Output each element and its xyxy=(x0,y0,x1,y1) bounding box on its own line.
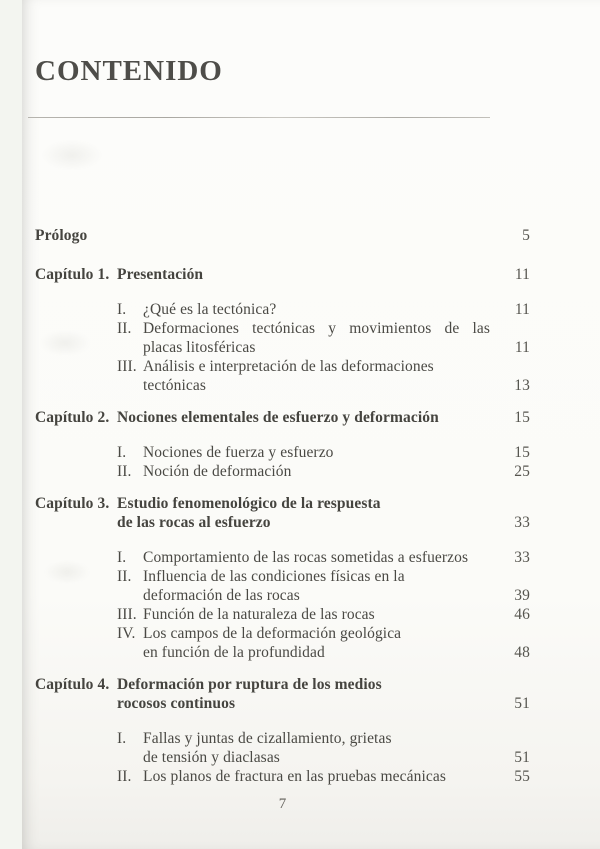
section-numeral: I. xyxy=(117,549,127,566)
toc-section-row xyxy=(35,767,530,786)
page-title: CONTENIDO xyxy=(35,55,223,87)
section-text xyxy=(143,462,490,481)
section-text xyxy=(143,567,490,605)
section-body xyxy=(117,567,490,605)
section-text xyxy=(143,548,490,567)
folio-page-number: 7 xyxy=(278,796,287,812)
toc-section-row xyxy=(35,443,530,462)
section-text-line: deformación de las rocas xyxy=(143,587,300,604)
title-divider-rule xyxy=(28,117,490,118)
toc-section-row xyxy=(35,729,530,767)
section-indent xyxy=(35,462,117,481)
bleedthrough-smudge xyxy=(42,140,102,170)
section-numeral: I. xyxy=(117,444,127,461)
section-text xyxy=(143,357,490,395)
toc-prologue-row xyxy=(35,226,530,245)
chapter-title xyxy=(117,265,490,284)
chapter-page-number: 51 xyxy=(514,695,530,712)
section-text-line: Análisis e interpretación de las deformaciones xyxy=(143,358,434,375)
toc-section-row xyxy=(35,357,530,395)
toc-section-row xyxy=(35,605,530,624)
section-indent xyxy=(35,300,117,319)
section-body xyxy=(117,462,490,481)
section-body xyxy=(117,300,490,319)
section-text-line: ¿Qué es la tectónica? xyxy=(143,301,277,318)
section-numeral: III. xyxy=(117,606,137,623)
section-page-number: 46 xyxy=(514,606,530,623)
section-text-line: de tensión y diaclasas xyxy=(143,749,280,766)
section-indent xyxy=(35,357,117,395)
section-text-line: tectónicas xyxy=(143,377,206,394)
section-page-number: 15 xyxy=(514,444,530,461)
chapter-title-line: Estudio fenomenológico de la respuesta xyxy=(117,495,381,512)
section-text xyxy=(143,729,490,767)
section-numeral: II. xyxy=(117,568,132,585)
section-numeral: II. xyxy=(117,463,132,480)
section-page-number: 11 xyxy=(514,339,530,356)
section-text-line: Influencia de las condiciones físicas en la xyxy=(143,568,405,585)
chapter-label: Capítulo 2. xyxy=(35,409,110,426)
section-text-line: Función de la naturaleza de las rocas xyxy=(143,606,375,623)
section-numeral: IV. xyxy=(117,625,136,642)
section-page-number: 25 xyxy=(514,463,530,480)
section-text-line: Deformaciones tectónicas y movimientos de las xyxy=(143,320,490,337)
section-body xyxy=(117,319,490,357)
section-text xyxy=(143,605,490,624)
section-page-number: 48 xyxy=(514,644,530,661)
chapter-title-line: rocosos continuos xyxy=(117,695,236,712)
chapter-title-line: Deformación por ruptura de los medios xyxy=(117,676,382,693)
section-indent xyxy=(35,567,117,605)
section-body xyxy=(117,548,490,567)
chapter-sections xyxy=(35,443,530,481)
toc-section-row xyxy=(35,462,530,481)
chapter-label: Capítulo 1. xyxy=(35,266,110,283)
section-page-number: 39 xyxy=(514,587,530,604)
section-text-line: placas litosféricas xyxy=(143,339,256,356)
prologue-page-number: 5 xyxy=(522,227,530,244)
chapter-label: Capítulo 3. xyxy=(35,495,110,512)
chapter-title-line: de las rocas al esfuerzo xyxy=(117,514,271,531)
prologue-filler xyxy=(117,226,490,245)
section-text-line: Fallas y juntas de cizallamiento, grietas xyxy=(143,730,392,747)
section-text-line: Los planos de fractura en las pruebas mecánicas xyxy=(143,768,446,785)
section-text xyxy=(143,767,490,786)
section-indent xyxy=(35,443,117,462)
section-page-number: 33 xyxy=(514,549,530,566)
section-text-line: Comportamiento de las rocas sometidas a esfuerzos xyxy=(143,549,469,566)
section-body xyxy=(117,605,490,624)
prologue-title: Prólogo xyxy=(35,227,88,244)
section-text xyxy=(143,300,490,319)
chapter-page-number: 11 xyxy=(514,266,530,283)
section-body xyxy=(117,443,490,462)
chapter-sections xyxy=(35,300,530,395)
section-numeral: I. xyxy=(117,301,127,318)
chapter-sections xyxy=(35,548,530,662)
section-page-number: 11 xyxy=(514,301,530,318)
chapter-title-line: Presentación xyxy=(117,266,204,283)
section-body xyxy=(117,767,490,786)
section-indent xyxy=(35,548,117,567)
toc-chapter-row xyxy=(35,265,530,284)
chapter-label: Capítulo 4. xyxy=(35,676,110,693)
section-text-line: en función de la profundidad xyxy=(143,644,325,661)
section-page-number: 51 xyxy=(514,749,530,766)
toc-section-row xyxy=(35,300,530,319)
toc-section-row xyxy=(35,548,530,567)
toc-chapter-row xyxy=(35,675,530,713)
toc-section-row xyxy=(35,567,530,605)
section-numeral: II. xyxy=(117,320,132,337)
chapter-title xyxy=(117,408,490,427)
section-page-number: 13 xyxy=(514,377,530,394)
toc-chapter-row xyxy=(35,494,530,532)
chapter-page-number: 33 xyxy=(514,514,530,531)
table-of-contents xyxy=(35,226,530,786)
section-text-line: Los campos de la deformación geológica xyxy=(143,625,402,642)
book-page xyxy=(22,0,600,849)
section-numeral: II. xyxy=(117,768,132,785)
section-text xyxy=(143,319,490,357)
toc-section-row xyxy=(35,624,530,662)
section-body xyxy=(117,624,490,662)
section-text xyxy=(143,624,490,662)
section-numeral: I. xyxy=(117,730,127,747)
section-indent xyxy=(35,767,117,786)
toc-chapter-row xyxy=(35,408,530,427)
chapter-title-line: Nociones elementales de esfuerzo y deformación xyxy=(117,409,439,426)
chapter-title xyxy=(117,494,490,532)
section-indent xyxy=(35,729,117,767)
section-indent xyxy=(35,624,117,662)
section-indent xyxy=(35,605,117,624)
section-numeral: III. xyxy=(117,358,137,375)
section-indent xyxy=(35,319,117,357)
toc-section-row xyxy=(35,319,530,357)
chapter-title xyxy=(117,675,490,713)
section-text xyxy=(143,443,490,462)
section-body xyxy=(117,729,490,767)
section-text-line: Noción de deformación xyxy=(143,463,292,480)
section-body xyxy=(117,357,490,395)
section-text-line: Nociones de fuerza y esfuerzo xyxy=(143,444,334,461)
chapter-page-number: 15 xyxy=(514,409,530,426)
chapter-sections xyxy=(35,729,530,786)
section-page-number: 55 xyxy=(514,768,530,785)
